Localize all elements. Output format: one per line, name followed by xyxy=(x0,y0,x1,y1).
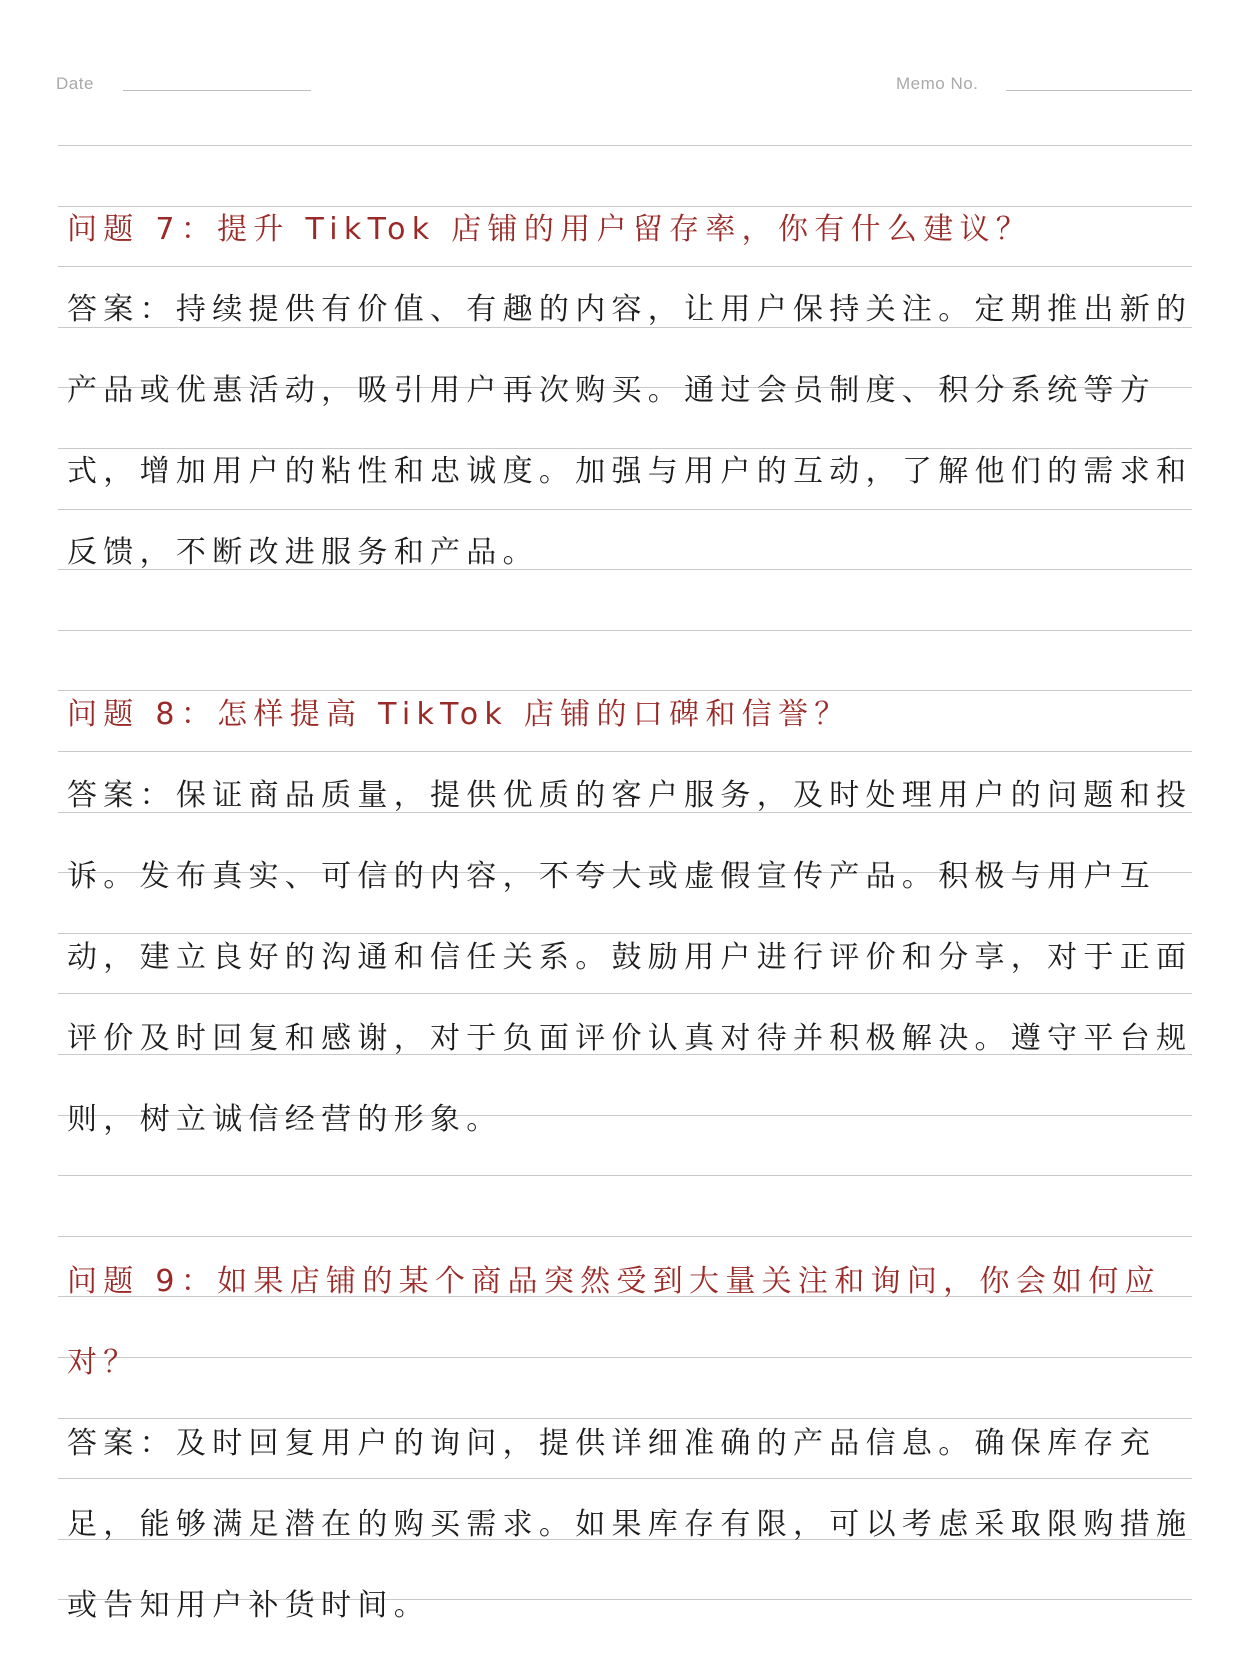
answer-line: 或告知用户补货时间。 xyxy=(67,1588,430,1623)
ruled-line xyxy=(58,933,1192,934)
ruled-line xyxy=(58,509,1192,510)
memo-no-label: Memo No. xyxy=(896,74,979,93)
question-line: 问题 7：提升 TikTok 店铺的用户留存率，你有什么建议？ xyxy=(67,212,1033,247)
answer-line: 则，树立诚信经营的形象。 xyxy=(67,1102,503,1137)
ruled-line xyxy=(58,690,1192,691)
ruled-line xyxy=(58,993,1192,994)
ruled-line xyxy=(58,145,1192,146)
answer-line: 产品或优惠活动，吸引用户再次购买。通过会员制度、积分系统等方 xyxy=(67,373,1156,408)
answer-line: 答案：及时回复用户的询问，提供详细准确的产品信息。确保库存充 xyxy=(67,1426,1156,1461)
ruled-line xyxy=(58,1478,1192,1479)
ruled-line xyxy=(58,1418,1192,1419)
question-line: 问题 8：怎样提高 TikTok 店铺的口碑和信誉？ xyxy=(67,697,851,732)
answer-line: 评价及时回复和感谢，对于负面评价认真对待并积极解决。遵守平台规 xyxy=(67,1021,1193,1056)
answer-line: 足，能够满足潜在的购买需求。如果库存有限，可以考虑采取限购措施 xyxy=(67,1507,1193,1542)
ruled-line xyxy=(58,448,1192,449)
ruled-line xyxy=(58,1175,1192,1176)
answer-line: 动，建立良好的沟通和信任关系。鼓励用户进行评价和分享，对于正面 xyxy=(67,940,1193,975)
answer-line: 反馈，不断改进服务和产品。 xyxy=(67,535,539,570)
ruled-line xyxy=(58,266,1192,267)
answer-line: 诉。发布真实、可信的内容，不夸大或虚假宣传产品。积极与用户互 xyxy=(67,859,1156,894)
ruled-line xyxy=(58,630,1192,631)
answer-line: 答案：持续提供有价值、有趣的内容，让用户保持关注。定期推出新的 xyxy=(67,292,1193,327)
ruled-line xyxy=(58,206,1192,207)
memo-no-line xyxy=(1006,90,1192,91)
ruled-line xyxy=(58,1236,1192,1237)
answer-line: 式，增加用户的粘性和忠诚度。加强与用户的互动，了解他们的需求和 xyxy=(67,454,1193,489)
question-line: 对？ xyxy=(67,1345,140,1380)
date-label: Date xyxy=(56,74,94,93)
question-line: 问题 9：如果店铺的某个商品突然受到大量关注和询问，你会如何应 xyxy=(67,1264,1161,1299)
date-line xyxy=(123,90,311,91)
memo-header xyxy=(0,0,1242,140)
ruled-line xyxy=(58,751,1192,752)
answer-line: 答案：保证商品质量，提供优质的客户服务，及时处理用户的问题和投 xyxy=(67,778,1193,813)
